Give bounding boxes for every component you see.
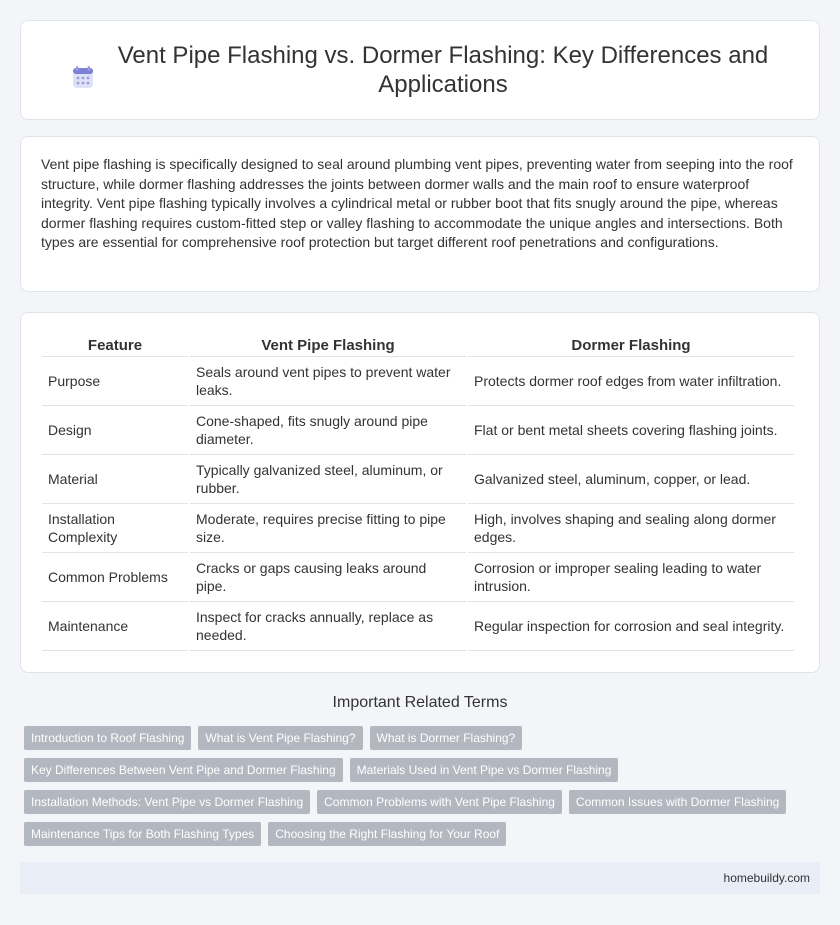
table-header-row: [42, 333, 794, 357]
dormer-cell: Protects dormer roof edges from water infiltration.: [468, 357, 794, 406]
comparison-table-card: [20, 312, 820, 673]
feature-cell: Maintenance: [42, 602, 188, 651]
related-terms-heading: Important Related Terms: [332, 694, 508, 711]
feature-cell: Installation Complexity: [42, 504, 188, 553]
feature-cell: Material: [42, 455, 188, 504]
table-row: [42, 553, 794, 602]
tag-row: [24, 758, 816, 782]
related-term-tag[interactable]: Common Issues with Dormer Flashing: [569, 790, 786, 814]
footer: [20, 862, 820, 894]
header-card: [20, 20, 820, 120]
related-terms-list: [24, 726, 816, 854]
footer-site-link[interactable]: homebuildy.com: [723, 871, 810, 885]
related-term-tag[interactable]: Key Differences Between Vent Pipe and Dormer Flashing: [24, 758, 343, 782]
feature-cell: Common Problems: [42, 553, 188, 602]
column-header-vent-pipe: Vent Pipe Flashing: [190, 333, 466, 357]
related-term-tag[interactable]: Installation Methods: Vent Pipe vs Dormer Flashing: [24, 790, 310, 814]
tag-row: [24, 726, 816, 750]
tag-row: [24, 822, 816, 846]
feature-cell: Purpose: [42, 357, 188, 406]
tag-row: [24, 790, 816, 814]
related-term-tag[interactable]: Materials Used in Vent Pipe vs Dormer Flashing: [350, 758, 619, 782]
comparison-table: [40, 333, 796, 651]
column-header-dormer: Dormer Flashing: [468, 333, 794, 357]
table-row: [42, 602, 794, 651]
dormer-cell: High, involves shaping and sealing along dormer edges.: [468, 504, 794, 553]
table-row: [42, 406, 794, 455]
intro-card: [20, 136, 820, 292]
column-header-feature: Feature: [42, 333, 188, 357]
vent-pipe-cell: Seals around vent pipes to prevent water leaks.: [190, 357, 466, 406]
calendar-icon: [70, 65, 96, 91]
related-term-tag[interactable]: Maintenance Tips for Both Flashing Types: [24, 822, 261, 846]
related-term-tag[interactable]: Common Problems with Vent Pipe Flashing: [317, 790, 562, 814]
vent-pipe-cell: Cracks or gaps causing leaks around pipe.: [190, 553, 466, 602]
feature-cell: Design: [42, 406, 188, 455]
related-term-tag[interactable]: What is Vent Pipe Flashing?: [198, 726, 362, 750]
vent-pipe-cell: Cone-shaped, fits snugly around pipe diameter.: [190, 406, 466, 455]
dormer-cell: Flat or bent metal sheets covering flashing joints.: [468, 406, 794, 455]
related-term-tag[interactable]: Introduction to Roof Flashing: [24, 726, 191, 750]
intro-paragraph: Vent pipe flashing is specifically designed to seal around plumbing vent pipes, preventing water from seeping into the roof structure, while dormer flashing addresses the joints between dormer walls and the main roof to ensure waterproof integrity. Vent pipe flashing typically involves a cylindrical metal or rubber boot that fits snugly around the pipe, whereas dormer flashing requires custom-fitted step or valley flashing to accommodate the unique angles and intersections. Both types are essential for comprehensive roof protection but target different roof penetrations and configurations.: [41, 156, 793, 250]
dormer-cell: Galvanized steel, aluminum, copper, or lead.: [468, 455, 794, 504]
dormer-cell: Corrosion or improper sealing leading to water intrusion.: [468, 553, 794, 602]
dormer-cell: Regular inspection for corrosion and seal integrity.: [468, 602, 794, 651]
vent-pipe-cell: Inspect for cracks annually, replace as needed.: [190, 602, 466, 651]
table-row: [42, 455, 794, 504]
page-title: Vent Pipe Flashing vs. Dormer Flashing: Key Differences and Applications: [117, 42, 769, 98]
vent-pipe-cell: Typically galvanized steel, aluminum, or rubber.: [190, 455, 466, 504]
related-term-tag[interactable]: Choosing the Right Flashing for Your Roof: [268, 822, 506, 846]
table-row: [42, 504, 794, 553]
table-row: [42, 357, 794, 406]
vent-pipe-cell: Moderate, requires precise fitting to pipe size.: [190, 504, 466, 553]
related-term-tag[interactable]: What is Dormer Flashing?: [370, 726, 523, 750]
